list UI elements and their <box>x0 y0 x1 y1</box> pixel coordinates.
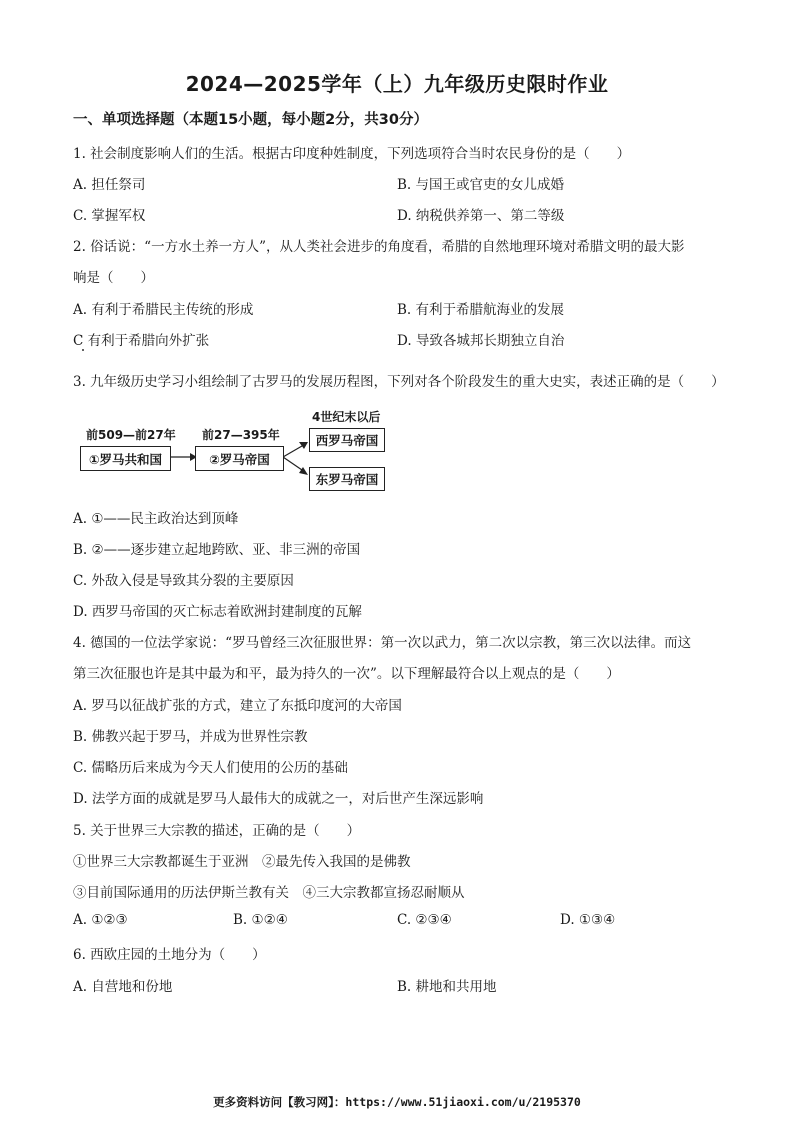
rome-timeline-diagram <box>80 404 400 504</box>
label-after-4th-century: 4世纪末以后 <box>312 410 381 424</box>
question-2-stem-line2: 响是（ ） <box>73 270 154 286</box>
question-3-stem: 3. 九年级历史学习小组绘制了古罗马的发展历程图，下列对各个阶段发生的重大史实，表述正确的是（ ） <box>73 374 725 390</box>
question-4-option-c: C. 儒略历后来成为今天人们使用的公历的基础 <box>73 760 348 776</box>
question-4-option-a: A. 罗马以征战扩张的方式，建立了东抵印度河的大帝国 <box>73 698 402 714</box>
question-2-stem-line1: 2. 俗话说：“一方水土养一方人”，从人类社会进步的角度看，希腊的自然地理环境对希腊文明的最大影 <box>73 239 685 255</box>
question-1-option-a: A. 担任祭司 <box>73 177 146 193</box>
footer-source-link[interactable]: 更多资料访问【教习网】：https://www.51jiaoxi.com/u/2195370 <box>213 1095 581 1109</box>
question-4-option-d: D. 法学方面的成就是罗马人最伟大的成就之一，对后世产生深远影响 <box>73 791 484 807</box>
page-title: 2024—2025学年（上）九年级历史限时作业 <box>185 72 609 96</box>
label-empire-period: 前27—395年 <box>202 428 280 442</box>
question-5-statements-line1: ①世界三大宗教都诞生于亚洲 ②最先传入我国的是佛教 <box>73 854 411 870</box>
question-4-stem-line2: 第三次征服也许是其中最为和平，最为持久的一次”。以下理解最符合以上观点的是（ ） <box>73 666 620 682</box>
box-western-roman-empire: 西罗马帝国 <box>309 428 385 452</box>
question-5-statements-line2: ③目前国际通用的历法伊斯兰教有关 ④三大宗教都宣扬忍耐顺从 <box>73 885 465 901</box>
box-roman-empire: ②罗马帝国 <box>195 446 284 471</box>
question-3-option-d: D. 西罗马帝国的灭亡标志着欧洲封建制度的瓦解 <box>73 604 362 620</box>
question-1-option-d: D. 纳税供养第一、第二等级 <box>397 208 565 224</box>
question-5-stem: 5. 关于世界三大宗教的描述，正确的是（ ） <box>73 823 361 839</box>
section-heading: 一、单项选择题（本题15小题，每小题2分，共30分） <box>73 112 428 128</box>
question-2-option-b: B. 有利于希腊航海业的发展 <box>397 302 565 318</box>
question-2-option-c: C 有利于希腊向外扩张 <box>73 333 210 349</box>
box-eastern-roman-empire: 东罗马帝国 <box>309 467 385 491</box>
question-4-stem-line1: 4. 德国的一位法学家说：“罗马曾经三次征服世界：第一次以武力，第二次以宗教，第三次以法律。而这 <box>73 635 692 651</box>
question-6-option-a: A. 自营地和份地 <box>73 979 173 995</box>
question-3-option-a: A. ①——民主政治达到顶峰 <box>73 511 239 527</box>
question-6-stem: 6. 西欧庄园的土地分为（ ） <box>73 947 266 963</box>
question-5-option-c: C. ②③④ <box>397 912 452 928</box>
question-5-option-a: A. ①②③ <box>73 912 128 928</box>
question-2-option-a: A. 有利于希腊民主传统的形成 <box>73 302 254 318</box>
question-5-option-b: B. ①②④ <box>233 912 288 928</box>
question-4-option-b: B. 佛教兴起于罗马，并成为世界性宗教 <box>73 729 308 745</box>
question-1-option-b: B. 与国王或官吏的女儿成婚 <box>397 177 565 193</box>
question-3-option-c: C. 外敌入侵是导致其分裂的主要原因 <box>73 573 294 589</box>
label-republic-period: 前509—前27年 <box>86 428 176 442</box>
question-5-option-d: D. ①③④ <box>560 912 616 928</box>
question-2-option-d: D. 导致各城邦长期独立自治 <box>397 333 565 349</box>
question-3-option-b: B. ②——逐步建立起地跨欧、亚、非三洲的帝国 <box>73 542 361 558</box>
question-6-option-b: B. 耕地和共用地 <box>397 979 497 995</box>
box-roman-republic: ①罗马共和国 <box>80 446 171 471</box>
question-1-stem: 1. 社会制度影响人们的生活。根据古印度种姓制度，下列选项符合当时农民身份的是（ ） <box>73 146 631 162</box>
stray-dot-mark <box>82 349 84 351</box>
question-1-option-c: C. 掌握军权 <box>73 208 146 224</box>
